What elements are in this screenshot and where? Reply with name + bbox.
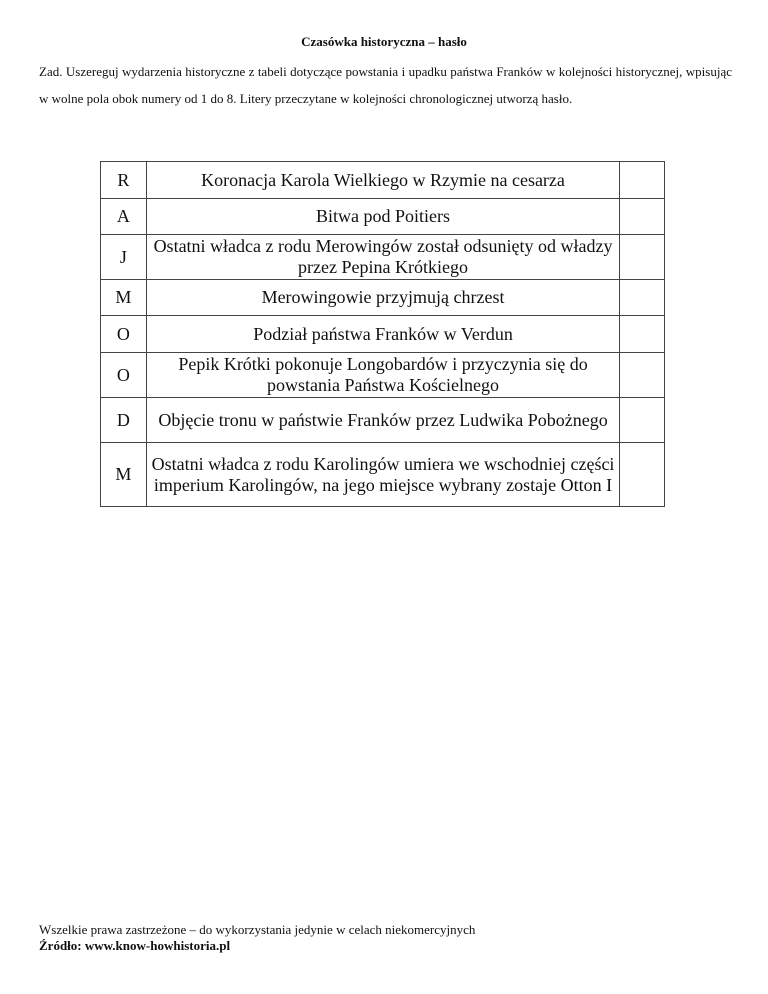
row-letter: D: [101, 398, 147, 443]
row-letter: J: [101, 235, 147, 280]
row-letter: M: [101, 280, 147, 316]
footer: [39, 922, 475, 954]
table-row: [101, 398, 665, 443]
answer-box[interactable]: [620, 353, 665, 398]
answer-box[interactable]: [620, 398, 665, 443]
answer-box[interactable]: [620, 443, 665, 507]
table-row: [101, 162, 665, 199]
row-event: Koronacja Karola Wielkiego w Rzymie na cesarza: [146, 162, 619, 199]
table-row: [101, 443, 665, 507]
row-letter: A: [101, 199, 147, 235]
answer-box[interactable]: [620, 199, 665, 235]
row-letter: M: [101, 443, 147, 507]
row-letter: R: [101, 162, 147, 199]
footer-source: Źródło: www.know-howhistoria.pl: [39, 938, 231, 953]
row-event: Bitwa pod Poitiers: [146, 199, 619, 235]
row-letter: O: [101, 316, 147, 353]
answer-box[interactable]: [620, 162, 665, 199]
table-row: [101, 280, 665, 316]
row-event: Ostatni władca z rodu Merowingów został odsunięty od władzy przez Pepina Krótkiego: [146, 235, 619, 280]
table-row: [101, 316, 665, 353]
footer-rights: Wszelkie prawa zastrzeżone – do wykorzystania jedynie w celach niekomercyjnych: [39, 922, 476, 937]
table-row: [101, 353, 665, 398]
row-event: Objęcie tronu w państwie Franków przez Ludwika Pobożnego: [146, 398, 619, 443]
answer-box[interactable]: [620, 316, 665, 353]
row-event: Pepik Krótki pokonuje Longobardów i przyczynia się do powstania Państwa Kościelnego: [146, 353, 619, 398]
row-event: Merowingowie przyjmują chrzest: [146, 280, 619, 316]
answer-box[interactable]: [620, 280, 665, 316]
table-row: [101, 199, 665, 235]
row-event: Ostatni władca z rodu Karolingów umiera we wschodniej części imperium Karolingów, na jego miejsce wybrany zostaje Otton I: [146, 443, 619, 507]
task-instructions: Zad. Uszereguj wydarzenia historyczne z tabeli dotyczące powstania i upadku państwa Franków w kolejności historycznej, wpisując w wolne pola obok numery od 1 do 8. Litery przeczytane w kolejności chronologicznej utworzą hasło.: [39, 64, 732, 106]
row-letter: O: [101, 353, 147, 398]
table-row: [101, 235, 665, 280]
events-table: [100, 161, 665, 507]
row-event: Podział państwa Franków w Verdun: [146, 316, 619, 353]
answer-box[interactable]: [620, 235, 665, 280]
page-title: Czasówka historyczna – hasło: [301, 34, 467, 49]
